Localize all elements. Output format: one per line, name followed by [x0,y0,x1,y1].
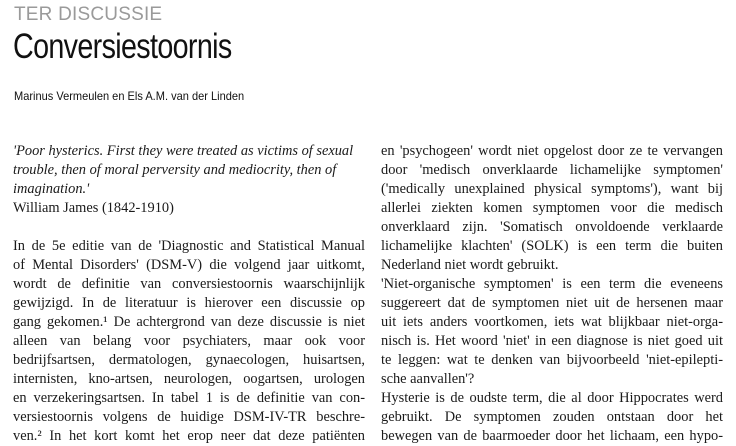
article-title: Conversiestoornis [13,27,232,66]
article-authors: Marinus Vermeulen en Els A.M. van der Linden [14,89,245,103]
right-column [381,142,723,446]
text-line: lichamelijke klachten' (SOLK) is een term die buiten [381,238,723,254]
text-line: ven.² In het kort komt het erop neer dat deze patiënten [13,428,365,444]
text-line: allerlei ziekten komen symptomen voor die medisch [381,200,723,216]
text-line: versiestoornis volgens de huidige DSM-IV-TR beschre- [13,409,365,425]
text-line: uit iets anders voortkomen, iets wat blijkbaar niet-orga- [381,314,723,330]
text-line: of Mental Disorders' (DSM-V) die volgend jaar uitkomt, [13,257,365,273]
left-column [13,142,365,446]
text-line: door 'medisch onverklaarde lichamelijke symptomen' [381,162,723,178]
epigraph-quote [13,142,365,199]
text-line: gewijzigd. In de literatuur is hierover een discussie op [13,295,365,311]
text-line: wordt de definitie van conversiestoornis waarschijnlijk [13,276,365,292]
quote-line: trouble, then of moral perversity and mediocrity, then of [13,162,337,178]
epigraph-attribution: William James (1842-1910) [13,200,174,216]
paragraph-non-organic [381,275,723,389]
text-line: 'Niet-organische symptomen' is een term die eveneens [381,276,723,292]
text-line: sche aanvallen'? [381,371,475,387]
text-line: en 'psychogeen' wordt niet opgelost door ze te vervangen [381,143,723,159]
text-line: gebruikt. De symptomen zouden ontstaan door het [381,409,723,425]
spacer [13,218,365,237]
text-line: suggereert dat de symptomen niet uit de hersenen maar [381,295,723,311]
text-line: Hysterie is de oudste term, die al door Hippocrates werd [381,390,723,406]
text-line: ('medically unexplained physical symptoms'), want bij [381,181,723,197]
text-line: bedrijfsartsen, dermatologen, gynaecologen, huisartsen, [13,352,365,368]
quote-line: 'Poor hysterics. First they were treated as victims of sexual [13,143,354,159]
text-line: internisten, kno-artsen, neurologen, oogartsen, urologen [13,371,365,387]
text-line: gang gekomen.¹ De achtergrond van deze discussie is niet [13,314,365,330]
section-label: TER DISCUSSIE [14,4,163,25]
paragraph-hysteria [381,389,723,446]
text-line: bewegen van de baarmoeder door het lichaam, een hypo- [381,428,723,444]
quote-line: imagination.' [13,181,90,197]
text-line: In de 5e editie van de 'Diagnostic and Statistical Manual [13,238,365,254]
text-line: te leggen: wat te denken van bijvoorbeeld 'niet-epilepti- [381,352,723,368]
text-line: Nederland niet wordt gebruikt. [381,257,559,273]
text-line: nisch is. Het woord 'niet' in een diagnose is niet goed uit [381,333,723,349]
text-line: onverklaard zijn. 'Somatisch onvoldoende verklaarde [381,219,723,235]
paragraph-terms [381,142,723,275]
text-line: en verzekeringsartsen. In tabel 1 is de definitie van con- [13,390,365,406]
intro-paragraph [13,237,365,446]
text-line: alleen van belang voor psychiaters, maar ook voor [13,333,365,349]
